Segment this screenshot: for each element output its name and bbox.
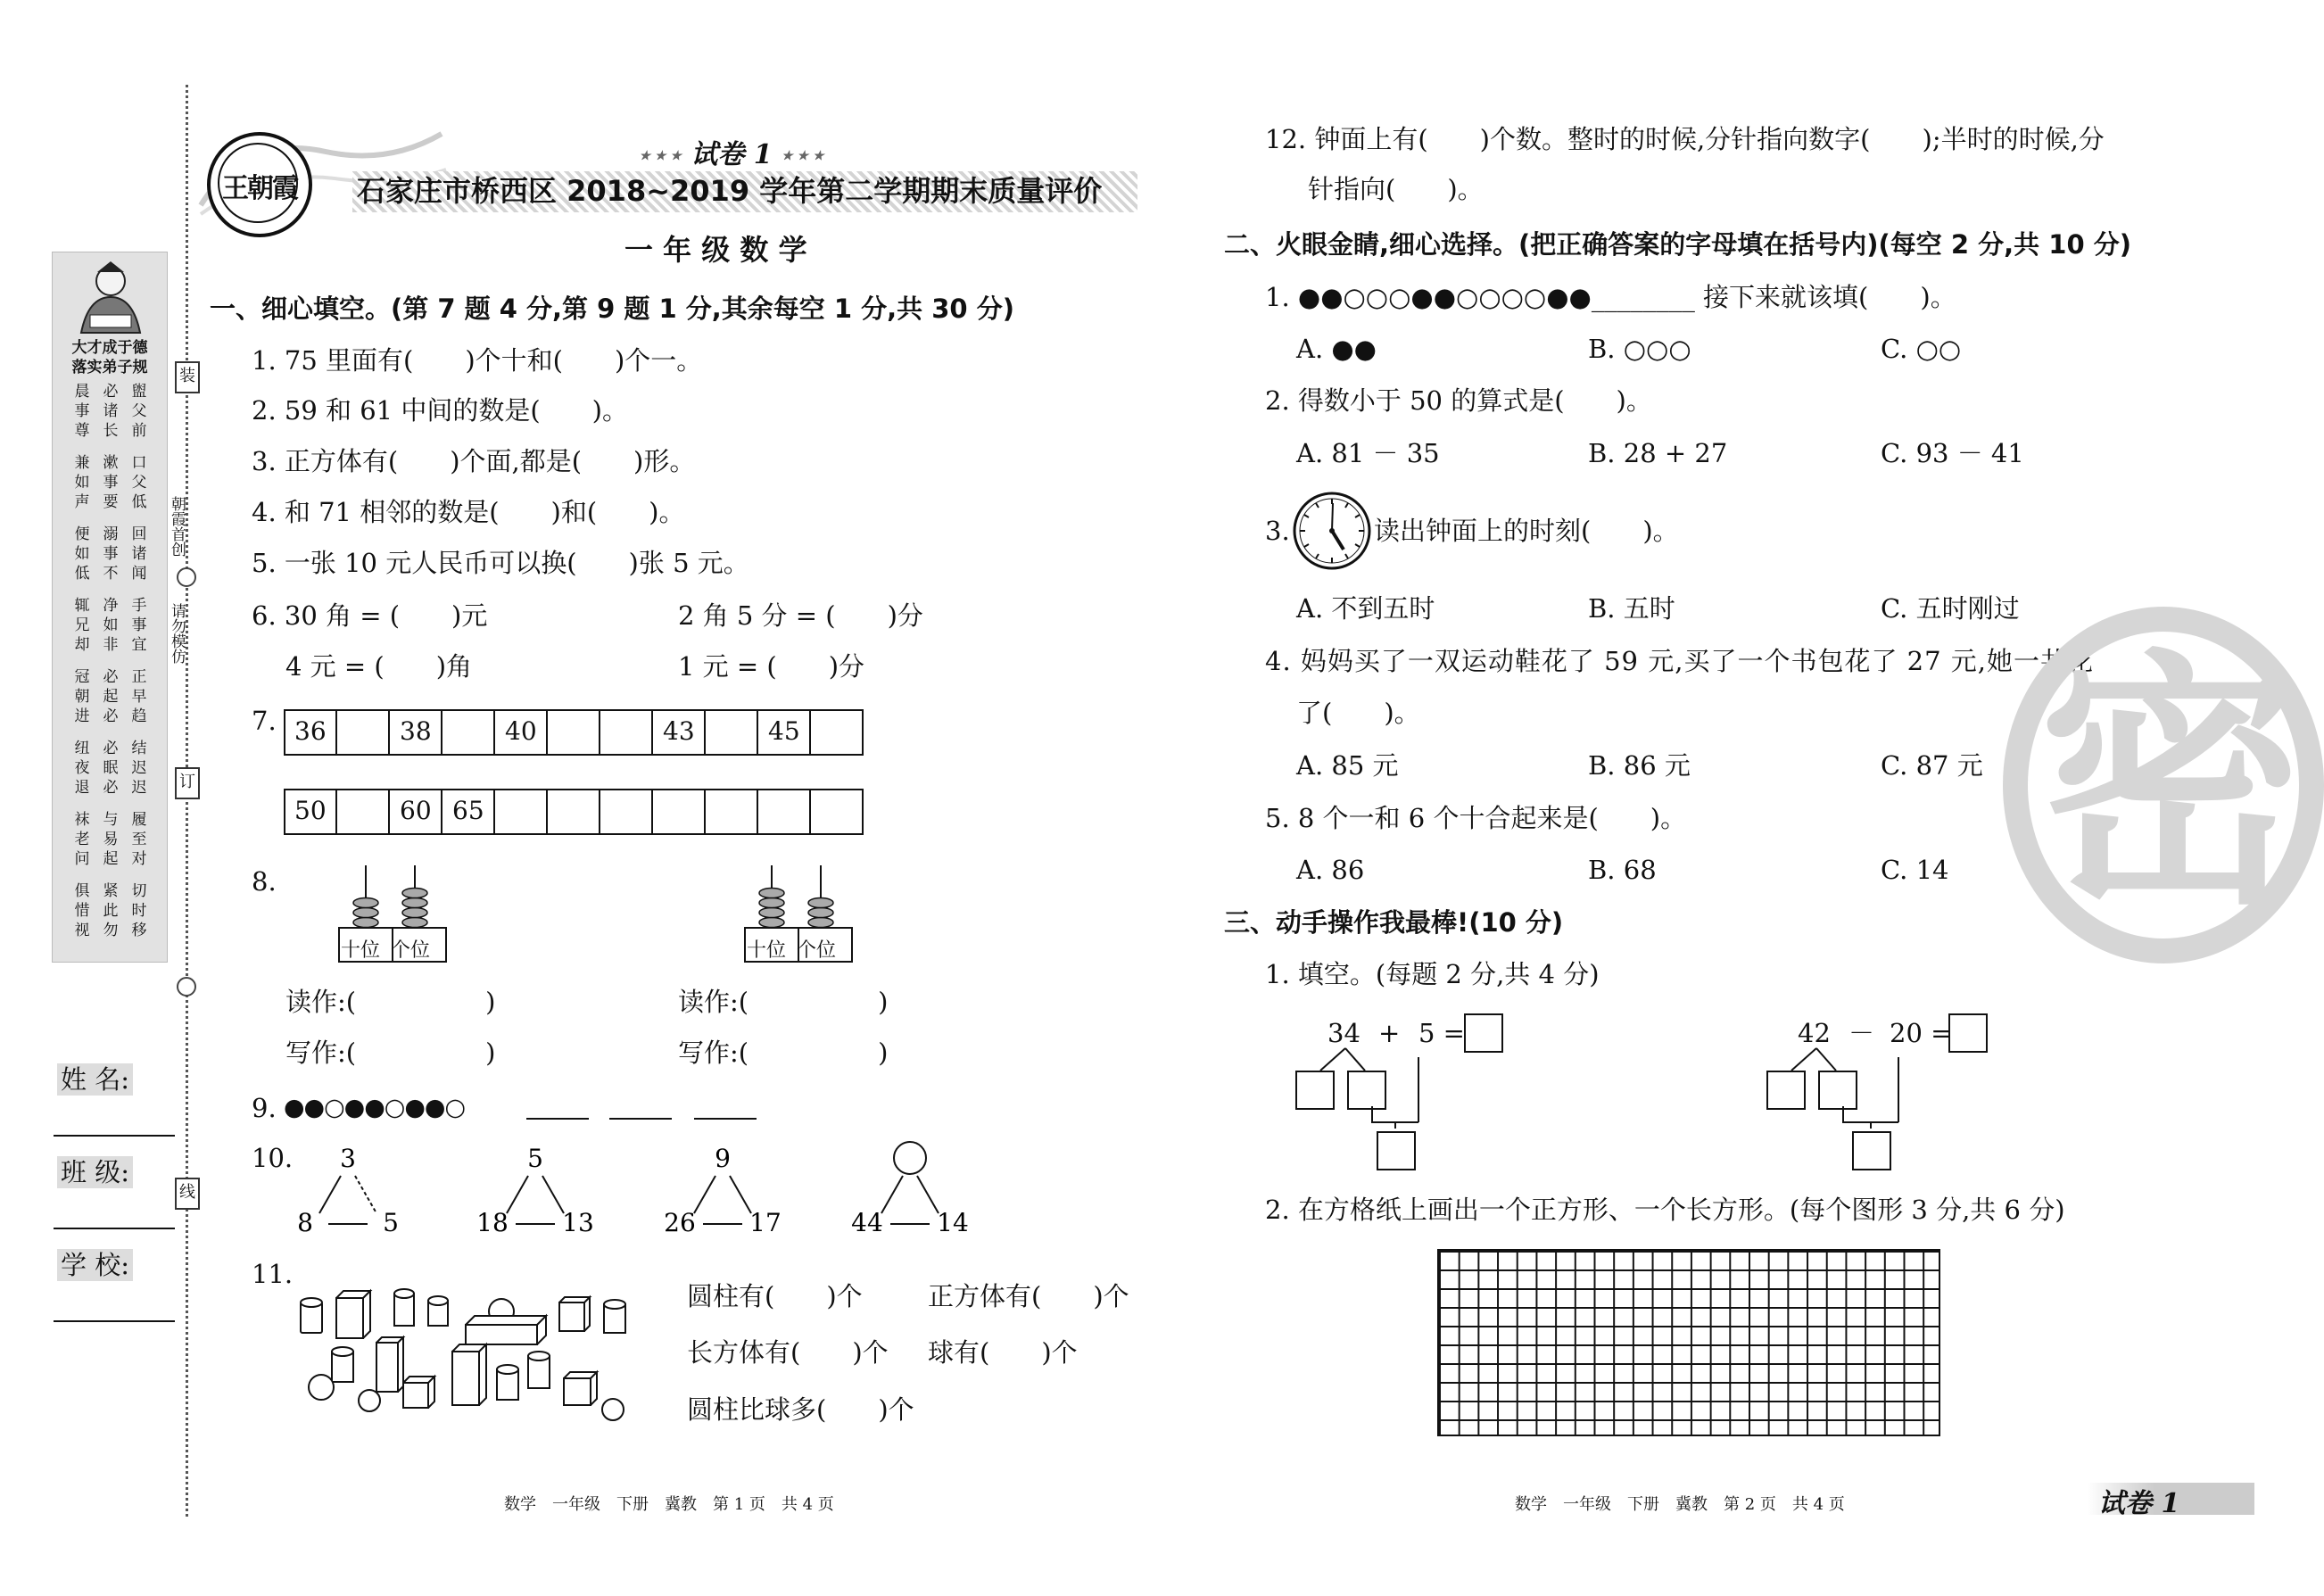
triangle-left: 18	[476, 1208, 509, 1237]
s2-q3: 读出钟面上的时刻( )。	[1374, 516, 1679, 546]
strip2-cell: 65	[443, 790, 495, 833]
eq2-diff-box[interactable]	[1852, 1131, 1891, 1170]
binding-mark-2: 订	[175, 767, 200, 799]
s2-q4-opt-c: C. 87 元	[1881, 750, 1983, 781]
abacus-bead-tens	[353, 898, 378, 908]
abacus-bead-tens	[759, 889, 784, 898]
q9-blank-2[interactable]	[609, 1118, 672, 1120]
q9-blank-1[interactable]	[526, 1118, 589, 1120]
poem-line: 漱 事 要	[103, 454, 119, 511]
eq1-tens-box[interactable]	[1295, 1071, 1335, 1110]
sidebar-banner-1: 大才成于德	[71, 339, 148, 357]
triangle-right: 5	[383, 1208, 399, 1237]
s1-q11-label: 11.	[252, 1259, 294, 1289]
binding-mark-1: 装	[175, 361, 200, 393]
strip1-cell: 36	[285, 711, 337, 754]
triangle-edge-left	[881, 1176, 903, 1213]
brand-logo	[207, 132, 312, 237]
s1-q10-label: 10.	[252, 1143, 294, 1173]
triangle-edge-left	[694, 1176, 715, 1213]
triangle-right: 13	[562, 1208, 594, 1237]
strip2-cell[interactable]	[549, 790, 600, 833]
s3-q2: 2. 在方格纸上画出一个正方形、一个长方形。(每个图形 3 分,共 6 分)	[1265, 1195, 2065, 1225]
s1-q8-write-1: 写作:( )	[285, 1038, 496, 1068]
s2-q2-opt-b: B. 28 + 27	[1588, 438, 1728, 468]
abacus-bead-tens	[759, 908, 784, 918]
strip2-cell[interactable]	[812, 790, 864, 833]
vertical-note: 朝霞首创 请勿模仿	[168, 496, 186, 664]
eq2-ones-box[interactable]	[1818, 1071, 1857, 1110]
s1-q6d: 1 元 = ( )分	[678, 651, 865, 682]
strip1-cell: 43	[654, 711, 706, 754]
s1-q6b: 2 角 5 分 = ( )分	[678, 600, 923, 631]
poem-line: 兼 如 声	[74, 454, 90, 511]
eq1-answer-box[interactable]	[1464, 1013, 1503, 1053]
s1-q7-label: 7.	[252, 706, 277, 736]
strip1-cell: 38	[391, 711, 442, 754]
s2-q4-opt-b: B. 86 元	[1588, 750, 1691, 781]
s1-q5: 5. 一张 10 元人民币可以换( )张 5 元。	[252, 548, 749, 578]
triangle-right: 17	[749, 1208, 782, 1237]
triangle-left: 26	[664, 1208, 696, 1237]
s2-q5-opt-b: B. 68	[1588, 855, 1657, 885]
s1-q2: 2. 59 和 61 中间的数是( )。	[252, 395, 628, 426]
s2-q1-opt-a: A. ●●	[1296, 334, 1377, 364]
strip1-cell: 40	[496, 711, 548, 754]
triangle-top-blank	[894, 1142, 926, 1174]
name-underline	[54, 1135, 175, 1137]
q12-line2: 针指向( )。	[1308, 174, 1484, 204]
s2-q4-line1: 4. 妈妈买了一双运动鞋花了 59 元,买了一个书包花了 27 元,她一共花	[1265, 646, 2095, 676]
s1-q1: 1. 75 里面有( )个十和( )个一。	[252, 345, 703, 376]
strip1-cell[interactable]	[601, 711, 653, 754]
triangle-top: 9	[715, 1144, 731, 1173]
strip1-cell[interactable]	[549, 711, 600, 754]
number-strip-1	[284, 709, 864, 756]
poem-line: 必 诸 长	[103, 383, 119, 440]
s1-q11-c: 长方体有( )个	[687, 1337, 889, 1368]
abacus-bead-ones	[402, 918, 427, 928]
poem-line: 便 如 低	[74, 525, 90, 583]
sidebar-poem	[70, 382, 160, 953]
eq1-sum-box[interactable]	[1377, 1131, 1416, 1170]
poem-stanza	[70, 596, 160, 667]
s2-q1: 1. ●●○○○●●○○○○●●________ 接下来就该填( )。	[1265, 282, 1956, 312]
poem-line: 冠 朝 进	[74, 668, 90, 725]
abacus2-tens-label: 十位	[747, 939, 787, 962]
s3-q1: 1. 填空。(每题 2 分,共 4 分)	[1265, 959, 1600, 989]
section1-heading: 一、细心填空。(第 7 题 4 分,第 9 题 1 分,其余每空 1 分,共 30 分)	[210, 294, 1014, 324]
strip1-cell[interactable]	[812, 711, 864, 754]
poem-stanza	[70, 739, 160, 810]
strip2-cell: 50	[285, 790, 337, 833]
poem-line: 切 时 移	[131, 882, 147, 939]
eq1-b: 5 =	[1418, 1018, 1465, 1048]
s1-q4: 4. 和 71 相邻的数是( )和( )。	[252, 497, 685, 527]
footer-left: 数学 一年级 下册 冀教 第 1 页 共 4 页	[504, 1495, 834, 1514]
s1-q11-d: 球有( )个	[928, 1337, 1078, 1368]
logo-text: 王朝霞	[222, 173, 297, 204]
s1-q9-pattern: ●●○●●○●●○	[284, 1094, 466, 1121]
sidebar-banner-2: 落实弟子规	[71, 359, 148, 376]
poem-line: 溺 事 不	[103, 525, 119, 583]
page-title: 石家庄市桥西区 2018~2019 学年第二学期期末质量评价	[357, 174, 1103, 208]
number-triangles	[285, 1140, 999, 1238]
strip2-cell[interactable]	[601, 790, 653, 833]
poem-stanza	[70, 382, 160, 453]
s2-q3-opt-c: C. 五时刚过	[1881, 593, 2020, 624]
abacus1-tens-label: 十位	[341, 939, 381, 962]
class-label: 班 级:	[57, 1156, 133, 1188]
abacus-bead-ones	[402, 889, 427, 898]
sidebar-panel	[52, 252, 168, 963]
triangle-left: 44	[851, 1208, 883, 1237]
poem-stanza	[70, 881, 160, 953]
strip2-cell[interactable]	[338, 790, 390, 833]
triangle-left: 8	[297, 1208, 313, 1237]
abacus2-ones-label: 个位	[797, 939, 837, 962]
poem-line: 回 诸 闻	[131, 525, 147, 583]
s2-q2-opt-c: C. 93 － 41	[1881, 438, 2024, 468]
q12-line1: 12. 钟面上有( )个数。整时的时候,分针指向数字( );半时的时候,分	[1265, 124, 2105, 154]
eq1-ones-box[interactable]	[1347, 1071, 1386, 1110]
s2-q3-opt-a: A. 不到五时	[1296, 593, 1435, 624]
poem-line: 紧 此 勿	[103, 882, 119, 939]
abacus1-ones-label: 个位	[391, 939, 431, 962]
eq2-tens-box[interactable]	[1766, 1071, 1806, 1110]
s1-q11-b: 正方体有( )个	[928, 1281, 1129, 1311]
watermark-text: 密	[2039, 629, 2306, 940]
abacus-bead-tens	[353, 908, 378, 918]
s1-q6c: 4 元 = ( )角	[285, 651, 473, 682]
strip2-cell[interactable]	[707, 790, 758, 833]
poem-line: 口 父 低	[131, 454, 147, 511]
eq2-a: 42	[1798, 1018, 1831, 1048]
school-label: 学 校:	[57, 1249, 133, 1281]
poem-stanza	[70, 810, 160, 881]
grid-paper[interactable]	[1437, 1249, 1940, 1436]
eq1-split-lines	[1294, 1044, 1454, 1178]
poem-stanza	[70, 667, 160, 739]
eq2-op: －	[1848, 1018, 1875, 1048]
school-underline	[54, 1320, 175, 1322]
poem-line: 必 起 必	[103, 668, 119, 725]
binding-line	[186, 85, 188, 1517]
s1-q8-read-2: 读作:( )	[678, 987, 889, 1017]
s1-q8-label: 8.	[252, 866, 277, 897]
abacus-bead-ones	[402, 898, 427, 908]
eq1-a: 34	[1327, 1018, 1360, 1048]
poem-line: 正 早 趋	[131, 668, 147, 725]
poem-line: 俱 惜 视	[74, 882, 90, 939]
abacus-bead-ones	[402, 908, 427, 918]
s1-q8-read-1: 读作:( )	[285, 987, 496, 1017]
triangle-edge-right	[355, 1176, 376, 1213]
s1-q3: 3. 正方体有( )个面,都是( )形。	[252, 446, 696, 476]
class-underline	[54, 1228, 175, 1229]
s2-q2: 2. 得数小于 50 的算式是( )。	[1265, 385, 1652, 416]
strip1-cell: 45	[759, 711, 811, 754]
footer-right: 数学 一年级 下册 冀教 第 2 页 共 4 页	[1515, 1495, 1845, 1514]
abacus-bead-ones	[808, 918, 833, 928]
poem-line: 盥 父 前	[131, 383, 147, 440]
strip1-cell[interactable]	[707, 711, 758, 754]
abacus-bead-tens	[353, 918, 378, 928]
triangle-edge-right	[542, 1176, 564, 1213]
strip2-cell: 60	[391, 790, 442, 833]
solid-shapes-illustration	[296, 1285, 644, 1427]
poem-line: 纽 夜 退	[74, 740, 90, 797]
triangle-edge-left	[507, 1176, 528, 1213]
strip1-cell[interactable]	[338, 711, 390, 754]
s2-q4-opt-a: A. 85 元	[1296, 750, 1399, 781]
s2-q5-opt-a: A. 86	[1296, 855, 1365, 885]
s2-q5: 5. 8 个一和 6 个十合起来是( )。	[1265, 803, 1687, 833]
strip1-cell[interactable]	[443, 711, 495, 754]
s2-q1-opt-c: C. ○○	[1881, 334, 1962, 364]
triangle-edge-right	[730, 1176, 751, 1213]
strip2-cell[interactable]	[654, 790, 706, 833]
strip2-cell[interactable]	[759, 790, 811, 833]
triangle-edge-right	[917, 1176, 939, 1213]
triangle-right: 14	[937, 1208, 969, 1237]
abacus-bead-tens	[759, 898, 784, 908]
poem-stanza	[70, 453, 160, 525]
number-strip-2	[284, 789, 864, 835]
badge-stars-right: ★ ★ ★	[782, 149, 824, 163]
s2-q5-opt-c: C. 14	[1881, 855, 1949, 885]
eq1-op: +	[1378, 1018, 1401, 1048]
poem-line: 净 如 非	[103, 597, 119, 654]
abacus-bead-ones	[808, 908, 833, 918]
abacus-bead-ones	[808, 898, 833, 908]
poem-stanza	[70, 525, 160, 596]
poem-line: 结 迟 迟	[131, 740, 147, 797]
section2-heading: 二、火眼金睛,细心选择。(把正确答案的字母填在括号内)(每空 2 分,共 10 分)	[1224, 229, 2131, 260]
poem-line: 晨 事 尊	[74, 383, 90, 440]
s1-q8-write-2: 写作:( )	[678, 1038, 889, 1068]
paper-badge: ★ ★ ★ 试卷 1 ★ ★ ★	[639, 139, 824, 170]
binding-hole-2	[177, 977, 196, 996]
s2-q3-opt-b: B. 五时	[1588, 593, 1675, 624]
triangle-top: 3	[340, 1144, 356, 1173]
name-label: 姓 名:	[57, 1063, 133, 1096]
triangle-edge-left	[319, 1176, 341, 1213]
footer-badge: 试卷 1	[2098, 1488, 2180, 1519]
poem-line: 手 事 宜	[131, 597, 147, 654]
s1-q6a: 6. 30 角 = ( )元	[252, 600, 488, 631]
section3-heading: 三、动手操作我最棒!(10 分)	[1224, 907, 1564, 938]
page-subtitle: 一 年 级 数 学	[624, 233, 807, 267]
clock-icon	[1292, 491, 1372, 571]
poem-line: 辄 兄 却	[74, 597, 90, 654]
poem-line: 袜 老 问	[74, 811, 90, 868]
s1-q11-e: 圆柱比球多( )个	[687, 1394, 914, 1425]
eq2-answer-box[interactable]	[1948, 1013, 1988, 1053]
poem-line: 与 易 起	[103, 811, 119, 868]
scholar-figure-icon	[70, 261, 151, 337]
abacus-bead-tens	[759, 918, 784, 928]
s2-q2-opt-a: A. 81 － 35	[1296, 438, 1440, 468]
binding-mark-3: 线	[175, 1178, 200, 1210]
s1-q11-a: 圆柱有( )个	[687, 1281, 863, 1311]
poem-line: 履 至 对	[131, 811, 147, 868]
s2-q1-opt-b: B. ○○○	[1588, 334, 1691, 364]
strip2-cell[interactable]	[496, 790, 548, 833]
s2-q3-num: 3.	[1265, 516, 1290, 546]
q9-blank-3[interactable]	[694, 1118, 757, 1120]
poem-line: 必 眠 必	[103, 740, 119, 797]
eq2-split-lines	[1765, 1044, 1925, 1178]
s1-q9-label: 9.	[252, 1093, 277, 1123]
s2-q4-line2: 了( )。	[1296, 698, 1420, 728]
eq2-b: 20 =	[1890, 1018, 1953, 1048]
badge-stars-left: ★ ★ ★	[639, 149, 682, 163]
triangle-top: 5	[527, 1144, 543, 1173]
